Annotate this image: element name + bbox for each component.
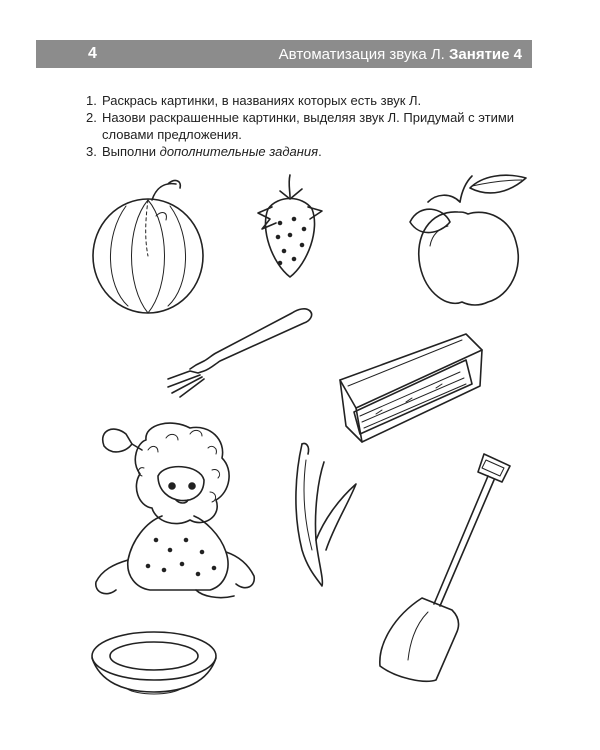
task-text: Раскрась картинки, в названиях которых есть звук Л. bbox=[102, 93, 422, 108]
fork-picture bbox=[160, 305, 320, 395]
page-number: 4 bbox=[88, 45, 97, 62]
task-number: 2. bbox=[86, 110, 97, 125]
apple-picture bbox=[400, 172, 535, 312]
task-item bbox=[86, 143, 546, 160]
banana-peel-picture bbox=[282, 440, 362, 590]
pencil-case-picture bbox=[336, 330, 486, 445]
strawberry-picture bbox=[250, 173, 330, 283]
task-item bbox=[86, 109, 546, 143]
shovel-picture bbox=[376, 448, 516, 688]
task-text: Выполни bbox=[102, 144, 160, 159]
task-text-end: . bbox=[318, 144, 322, 159]
task-text: Назови раскрашенные картинки, выделяя звук Л. Придумай с этими словами предложения. bbox=[102, 110, 515, 142]
title-lesson: Занятие 4 bbox=[449, 45, 522, 63]
task-number: 1. bbox=[86, 93, 97, 108]
task-list bbox=[86, 92, 546, 160]
task-text-italic: дополнительные задания bbox=[159, 144, 319, 159]
page-header bbox=[36, 40, 532, 68]
watermelon-picture bbox=[86, 176, 216, 321]
title-main: Автоматизация звука Л. bbox=[278, 45, 445, 63]
task-number: 3. bbox=[86, 144, 97, 159]
plate-picture bbox=[86, 626, 226, 706]
task-item bbox=[86, 92, 546, 109]
doll-picture bbox=[86, 420, 266, 610]
page-title bbox=[279, 46, 522, 63]
